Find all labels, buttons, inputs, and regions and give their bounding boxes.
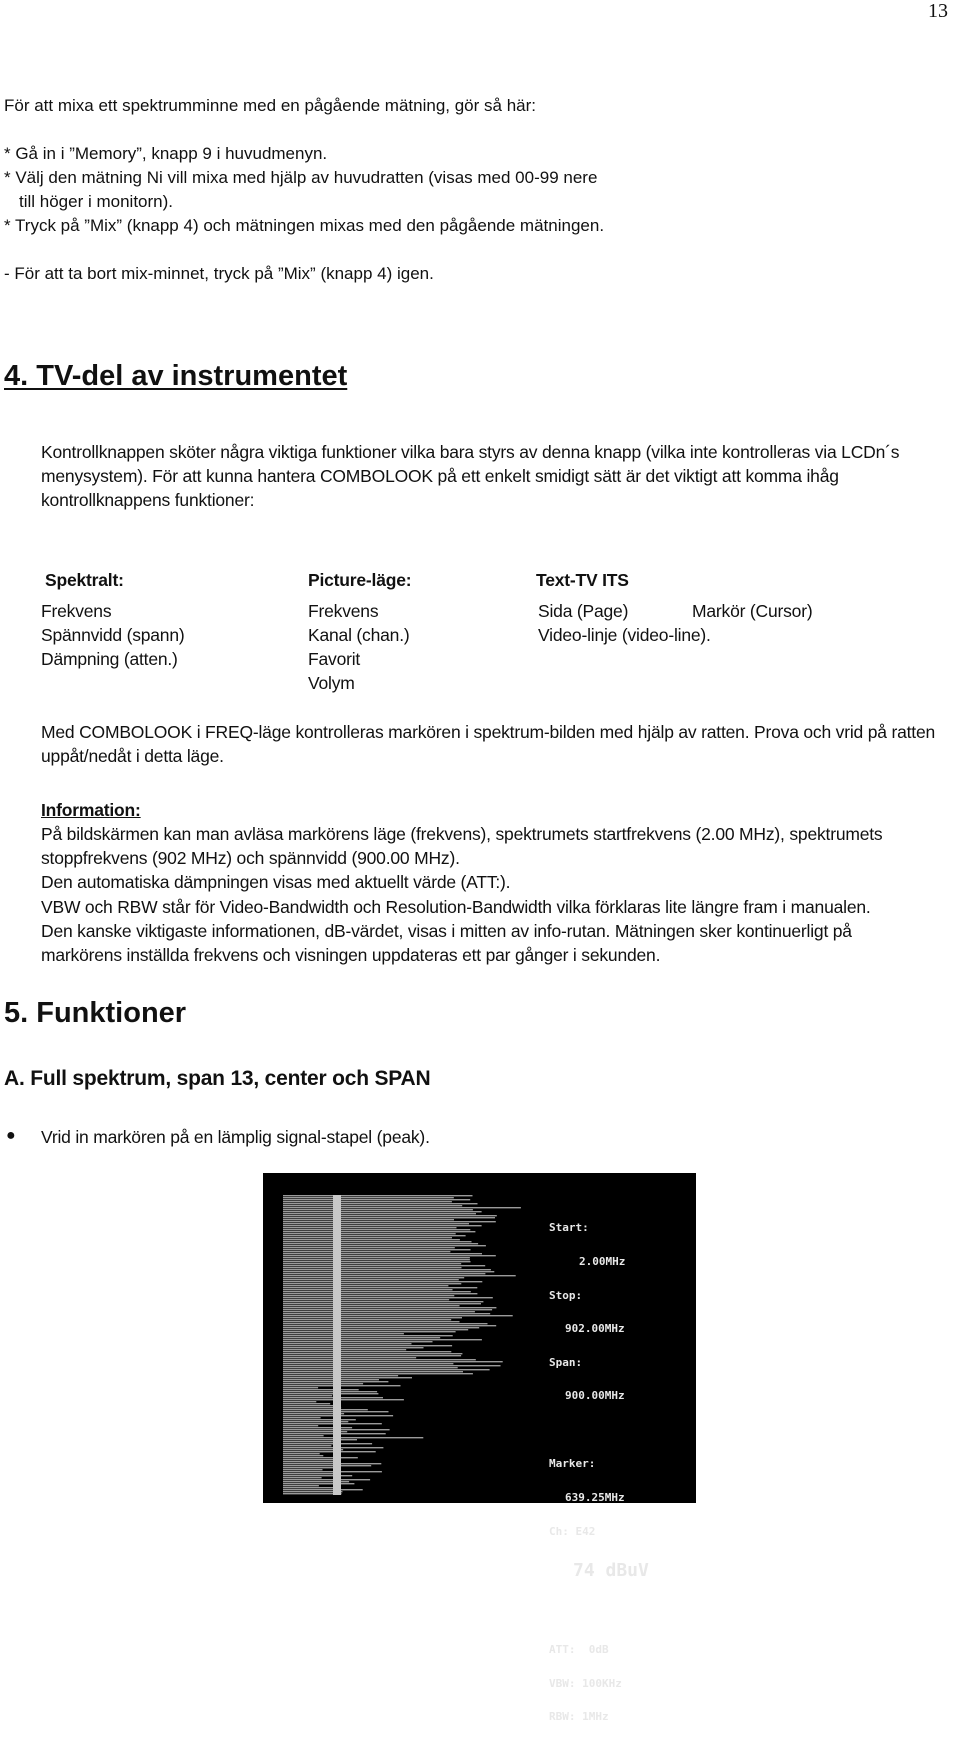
spectrum-bar (283, 1227, 457, 1228)
spectrum-bar (283, 1299, 449, 1300)
spectrum-bar (283, 1219, 454, 1220)
spectrum-bar (283, 1383, 363, 1384)
freq-mode-line-1: Med COMBOLOOK i FREQ-läge kontrolleras markören i spektrum-bilden med hjälp av ratten. Prova och vrid på ratten (41, 722, 936, 742)
spectrum-bar (283, 1363, 453, 1364)
spectrum-bar (283, 1253, 482, 1254)
section-4-heading: 4. TV-del av instrumentet (4, 360, 348, 392)
section-4-paragraph-line-3: kontrollknappens funktioner: (41, 490, 255, 510)
spectrum-bar (283, 1459, 334, 1460)
spectrum-bar (283, 1245, 486, 1246)
spectrum-bar (283, 1283, 461, 1284)
information-title: Information: (41, 800, 141, 820)
spectrum-bar (283, 1303, 481, 1304)
rbw-readout: RBW: 1MHz (549, 1710, 609, 1724)
spectrum-bar (283, 1209, 473, 1210)
stop-label: Stop: (549, 1288, 583, 1302)
information-line-2: stoppfrekvens (902 MHz) och spännvidd (900.00 MHz). (41, 848, 460, 868)
spectrum-bar (283, 1489, 363, 1490)
spectrum-bar (283, 1401, 316, 1402)
picture-item: Frekvens (308, 601, 379, 621)
spectrum-bar (283, 1287, 477, 1288)
spectrum-bar (283, 1475, 352, 1476)
spectrum-bar (283, 1451, 376, 1452)
spectrum-bar (283, 1205, 462, 1206)
spectrum-bar (283, 1349, 406, 1350)
channel-label: Ch: E42 (549, 1524, 596, 1538)
spectrum-bar (283, 1291, 471, 1292)
spectrum-bar (283, 1409, 368, 1410)
text-tv-item: Sida (Page) (538, 601, 629, 621)
text-tv-item: Video-linje (video-line). (538, 625, 711, 645)
marker-value: 639.25MHz (565, 1491, 625, 1505)
spectrum-bar (283, 1393, 378, 1394)
spectrum-bar (283, 1247, 455, 1248)
spectrum-info-panel (549, 1200, 649, 1745)
spectrum-bar (283, 1355, 461, 1356)
spectrum-bar (283, 1351, 451, 1352)
spectrum-bar (283, 1321, 460, 1322)
spectrum-bar (283, 1301, 483, 1302)
spectrum-bar (283, 1485, 319, 1486)
spectrum-bar (283, 1335, 453, 1336)
spectrum-bar (283, 1203, 478, 1204)
spectrum-bar (283, 1207, 521, 1208)
spectrum-bar (283, 1233, 456, 1234)
spectrum-bar (283, 1217, 495, 1218)
level-readout: 74 dBuV (573, 1560, 649, 1582)
spectrum-bar (283, 1477, 322, 1478)
spectrum-bar (283, 1243, 478, 1244)
spectrum-bar (283, 1225, 482, 1226)
intro-step-2b: till höger i monitorn). (19, 192, 174, 211)
section-4-paragraph-line-2: menysystem). För att kunna hantera COMBOLOOK på ett enkelt smidigt sätt är det viktigt att komma ihåg (41, 466, 839, 486)
spectrum-bar (283, 1213, 476, 1214)
spectrum-bar (283, 1389, 359, 1390)
spectrum-bar (283, 1295, 454, 1296)
spectrum-bar (283, 1261, 471, 1262)
spectrum-bar (283, 1269, 491, 1270)
spectrum-bar (283, 1483, 354, 1484)
spectrum-bar (283, 1231, 475, 1232)
spectrum-bar (283, 1453, 320, 1454)
spectrum-bar (283, 1417, 321, 1418)
spektralt-item: Spännvidd (spann) (41, 625, 185, 645)
section-5-subheading: A. Full spektrum, span 13, center och SPAN (4, 1067, 431, 1090)
spectrum-bar (283, 1311, 475, 1312)
spectrum-bar (283, 1423, 382, 1424)
section-4-paragraph-line-1: Kontrollknappen sköter några viktiga funktioner vilka bara styrs av denna knapp (vilka inte kontrolleras via LCDn´s (41, 442, 900, 462)
spectrum-bar (283, 1419, 356, 1420)
spectrum-bar (283, 1435, 324, 1436)
spectrum-bar (283, 1339, 482, 1340)
spectrum-bar (283, 1211, 482, 1212)
spectrum-bar (283, 1385, 401, 1386)
spectrum-bar (283, 1273, 485, 1274)
spectrum-bar (283, 1275, 516, 1276)
spectrum-bar (283, 1493, 342, 1494)
spectrum-bar (283, 1229, 470, 1230)
picture-item: Volym (308, 673, 355, 693)
information-line-5: Den kanske viktigaste informationen, dB-värdet, visas i mitten av info-rutan. Mätningen sker kontinuerligt på (41, 921, 852, 941)
freq-mode-line-2: uppåt/nedåt i detta läge. (41, 746, 224, 766)
spectrum-bar (283, 1343, 412, 1344)
spectrum-bar (283, 1437, 423, 1438)
intro-lead: För att mixa ett spektrumminne med en pågående mätning, gör så här: (4, 96, 536, 115)
spectrum-bar (283, 1441, 341, 1442)
spectrum-bar (283, 1257, 470, 1258)
spectrum-bar (283, 1221, 496, 1222)
intro-step-3: * Tryck på ”Mix” (knapp 4) och mätningen mixas med den pågående mätningen. (4, 216, 605, 235)
start-label: Start: (549, 1221, 589, 1235)
marker-label: Marker: (549, 1457, 596, 1471)
spectrum-bar (283, 1237, 452, 1238)
stop-value: 902.00MHz (565, 1322, 625, 1336)
spectrum-bar (283, 1395, 332, 1396)
spectrum-bar (283, 1333, 404, 1334)
spectrum-bar (283, 1367, 458, 1368)
spectrum-bar (283, 1465, 371, 1466)
spectrum-bar (283, 1347, 424, 1348)
spectrum-bar (283, 1325, 496, 1326)
spectrum-bar (283, 1371, 463, 1372)
spectrum-bar (283, 1361, 503, 1362)
spectrum-bar (283, 1313, 490, 1314)
spectrum-bar (283, 1379, 379, 1380)
spectrum-bar (283, 1487, 338, 1488)
spectrum-bar (283, 1285, 448, 1286)
spectrum-bar (283, 1445, 331, 1446)
spectrum-bar (283, 1463, 381, 1464)
information-line-4: VBW och RBW står för Video-Bandwidth och Resolution-Bandwidth vilka förklaras lite längre fram i manualen. (41, 897, 871, 917)
spectrum-screenshot (263, 1173, 696, 1724)
spectrum-bar (283, 1265, 485, 1266)
picture-item: Favorit (308, 649, 361, 669)
spectrum-bar (283, 1373, 473, 1374)
spectrum-bar (283, 1439, 357, 1440)
spectrum-bar (283, 1353, 462, 1354)
spectrum-bar (283, 1197, 454, 1198)
spectrum-bar (283, 1473, 337, 1474)
span-value: 900.00MHz (565, 1389, 625, 1403)
spectrum-bar (283, 1407, 341, 1408)
spectrum-bar (283, 1377, 412, 1378)
information-line-3: Den automatiska dämpningen visas med aktuellt värde (ATT:). (41, 872, 511, 892)
vbw-readout: VBW: 100KHz (549, 1676, 622, 1690)
spectrum-bar (283, 1425, 318, 1426)
spectrum-bar (283, 1457, 358, 1458)
spectrum-marker-line (333, 1195, 341, 1495)
spectrum-bar (283, 1223, 469, 1224)
spectrum-bar (283, 1195, 473, 1196)
spektralt-item: Dämpning (atten.) (41, 649, 178, 669)
intro-step-1: * Gå in i ”Memory”, knapp 9 i huvudmenyn. (4, 144, 328, 163)
spectrum-bar (283, 1263, 461, 1264)
spectrum-bar (283, 1199, 470, 1200)
spectrum-bar (283, 1469, 323, 1470)
spectrum-bar (283, 1293, 477, 1294)
spectrum-bar (283, 1387, 318, 1388)
page-number: 13 (928, 0, 948, 22)
spectrum-bar (283, 1315, 513, 1316)
section-5-heading: 5. Funktioner (4, 997, 187, 1029)
intro-step-2a: * Välj den mätning Ni vill mixa med hjälp av huvudratten (visas med 00-99 nere (4, 168, 598, 187)
spectrum-bar (283, 1241, 472, 1242)
spectrum-bar (283, 1289, 453, 1290)
start-value: 2.00MHz (579, 1255, 626, 1269)
spectrum-bar (283, 1341, 433, 1342)
span-label: Span: (549, 1355, 583, 1369)
spectrum-bar (283, 1405, 335, 1406)
spectrum-bar (283, 1249, 471, 1250)
spectrum-bar (283, 1443, 372, 1444)
spectrum-bar (283, 1461, 337, 1462)
spectrum-bar (283, 1369, 490, 1370)
spectrum-bar (283, 1277, 464, 1278)
spectrum-bar (283, 1281, 482, 1282)
spectrum-bar (283, 1331, 456, 1332)
intro-remove: - För att ta bort mix-minnet, tryck på ”Mix” (knapp 4) igen. (4, 264, 434, 283)
spectrum-bar (283, 1455, 323, 1456)
spectrum-bar (283, 1337, 440, 1338)
att-readout: ATT: 0dB (549, 1643, 609, 1657)
spectrum-bar (283, 1403, 330, 1404)
its-item: Markör (Cursor) (692, 601, 813, 621)
spectrum-bar (283, 1357, 416, 1358)
spectrum-bar (283, 1305, 460, 1306)
information-line-1: På bildskärmen kan man avläsa markörens läge (frekvens), spektrumets startfrekvens (2.00 MHz), spektrumets (41, 824, 883, 844)
spectrum-bar (283, 1319, 451, 1320)
spectrum-bar (283, 1399, 404, 1400)
spectrum-bar (283, 1327, 479, 1328)
information-line-6: markörens inställda frekvens och visningen uppdateras ett par gånger i sekunden. (41, 945, 661, 965)
spectrum-bar (283, 1391, 377, 1392)
spectrum-bar (283, 1345, 452, 1346)
picture-item: Kanal (chan.) (308, 625, 410, 645)
text-tv-header: Text-TV ITS (536, 570, 629, 590)
section-5-bullet-text: Vrid in markören på en lämplig signal-stapel (peak). (41, 1127, 430, 1147)
spektralt-item: Frekvens (41, 601, 112, 621)
spectrum-bar (283, 1251, 450, 1252)
spectrum-bar (283, 1297, 493, 1298)
spectrum-bar (283, 1267, 462, 1268)
spectrum-bar (283, 1271, 494, 1272)
spectrum-bar (283, 1215, 497, 1216)
spectrum-bar (283, 1323, 488, 1324)
spectrum-bar (283, 1307, 496, 1308)
spectrum-bar (283, 1309, 492, 1310)
spectrum-bar (283, 1235, 466, 1236)
spectrum-bar (283, 1239, 460, 1240)
spektralt-header: Spektralt: (45, 570, 124, 590)
spectrum-bar (283, 1255, 496, 1256)
spectrum-bar (283, 1359, 476, 1360)
spectrum-bar (283, 1471, 382, 1472)
picture-header: Picture-läge: (308, 570, 412, 590)
bullet-icon: ● (6, 1127, 16, 1144)
spectrum-bar (283, 1201, 452, 1202)
spectrum-bar (283, 1279, 459, 1280)
spectrum-bar (283, 1479, 370, 1480)
spectrum-bar (283, 1467, 333, 1468)
spectrum-bar (283, 1427, 352, 1428)
spectrum-bar (283, 1365, 501, 1366)
spectrum-bar (283, 1259, 470, 1260)
spectrum-bar (283, 1317, 462, 1318)
spectrum-bar (283, 1329, 468, 1330)
